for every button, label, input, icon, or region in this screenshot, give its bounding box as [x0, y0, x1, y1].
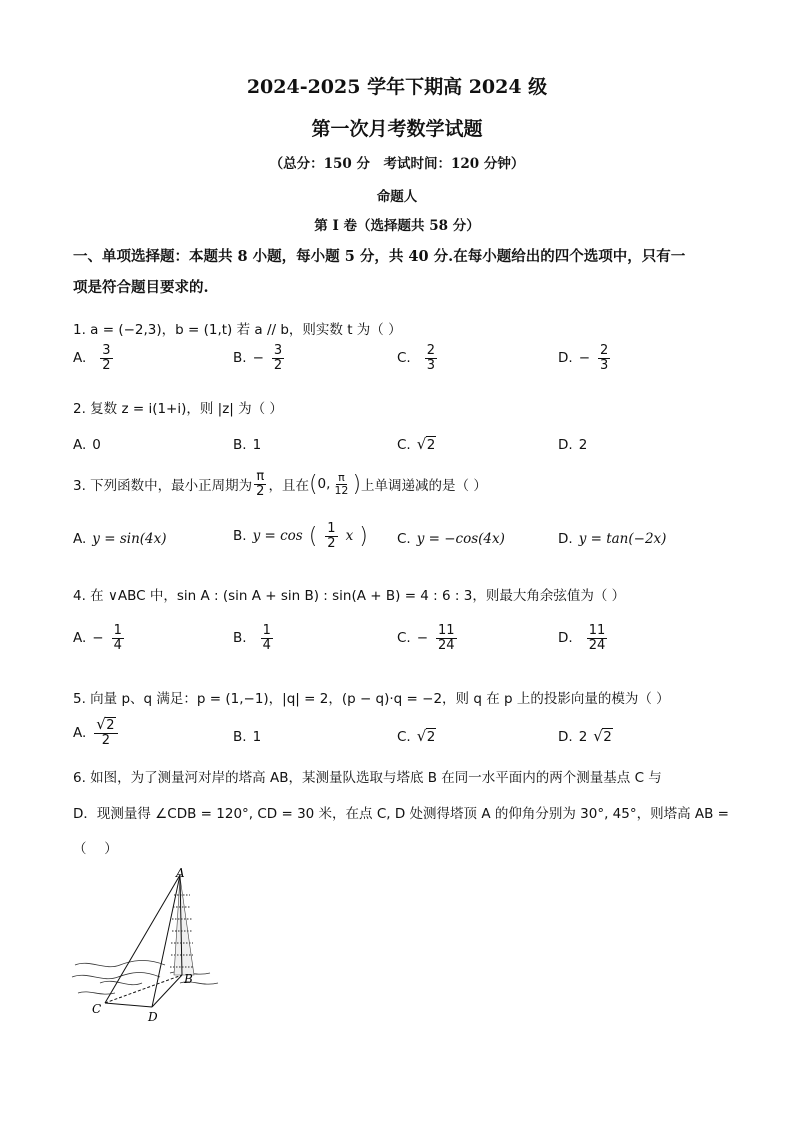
question-2-stem: 2. 复数 z = i(1+i)，则 |z| 为（ ） — [73, 401, 283, 417]
part-heading: 第 I 卷（选择题共 58 分） — [314, 218, 480, 234]
q4-option-c: C. − $\frac{11}{24}$ — [397, 623, 455, 653]
question-5-stem: 5. 向量 p、q 满足：p = (1,−1)，|q| = 2，(p − q)·q = −2，则 q 在 p 上的投影向量的模为（ ） — [73, 691, 670, 707]
q2-option-a: A. 0 — [73, 437, 101, 453]
q1-option-b: B. − $\frac{3}{2}$ — [233, 343, 283, 373]
question-6-line1: 6. 如图，为了测量河对岸的塔高 AB，某测量队选取与塔底 B 在同一水平面内的两个测量基点 C 与 — [73, 770, 662, 786]
q3-option-b: B. y = cos ( $\frac{1}{2}$ x ) — [233, 521, 368, 551]
question-6-line2: D．现测量得 ∠CDB = 120°, CD = 30 米，在点 C, D 处测得塔顶 A 的仰角分别为 30°, 45°，则塔高 AB = — [73, 806, 729, 822]
q4-option-d: D. $\frac{11}{24}$ — [558, 623, 606, 653]
q2-option-d: D. 2 — [558, 437, 588, 453]
q2-option-c: C. √ 2 — [397, 437, 436, 453]
section-heading-line2: 项是符合题目要求的. — [73, 279, 209, 296]
q3-option-d: D. y = tan(−2x) — [558, 531, 667, 547]
question-3-stem: 3. 下列函数中，最小正周期为 $\frac{\pi}{2}$ ，且在 ( 0, $\frac{\pi}{12}$ ) 上单调递减的是（ ） — [73, 469, 487, 499]
label-d: D — [148, 1010, 158, 1024]
q5-option-a: A. √ $\frac{2}{2}$ — [73, 719, 120, 747]
q3-option-a: A. y = sin(4x) — [73, 531, 167, 547]
label-c: C — [92, 1002, 102, 1016]
q1-option-a: A. $\frac{3}{2}$ — [73, 343, 111, 373]
label-b: B — [184, 972, 193, 986]
river-waves — [72, 961, 218, 995]
exam-info: （总分：150 分 考试时间：120 分钟） — [269, 156, 525, 172]
q5-option-d: D. 2 √ 2 — [558, 729, 613, 745]
exam-title-line1: 2024-2025 学年下期高 2024 级 — [246, 76, 548, 98]
q3-option-c: C. y = −cos(4x) — [397, 531, 505, 547]
tower-figure — [70, 865, 225, 1025]
question-1-stem: 1. a = (−2,3)，b = (1,t) 若 a // b，则实数 t 为（ ） — [73, 322, 402, 338]
q4-option-b: B. $\frac{1}{4}$ — [233, 623, 271, 653]
exam-author: 命题人 — [376, 189, 418, 205]
q5-option-b: B. 1 — [233, 729, 262, 745]
question-6-line3: （ ） — [73, 841, 118, 857]
q4-option-a: A. − $\frac{1}{4}$ — [73, 623, 122, 653]
q2-option-b: B. 1 — [233, 437, 262, 453]
q1-option-c: C. $\frac{2}{3}$ — [397, 343, 435, 373]
section-heading-line1: 一、单项选择题：本题共 8 小题，每小题 5 分，共 40 分.在每小题给出的四个选项中，只有一 — [73, 248, 686, 265]
q1-option-d: D. − $\frac{2}{3}$ — [558, 343, 609, 373]
question-4-stem: 4. 在 ∨ABC 中，sin A : (sin A + sin B) : sin(A + B) = 4 : 6 : 3，则最大角余弦值为（ ） — [73, 588, 626, 604]
exam-title-line2: 第一次月考数学试题 — [311, 118, 483, 140]
label-a: A — [176, 866, 185, 880]
triangle-lines — [105, 875, 182, 1007]
q5-option-c: C. √ 2 — [397, 729, 436, 745]
